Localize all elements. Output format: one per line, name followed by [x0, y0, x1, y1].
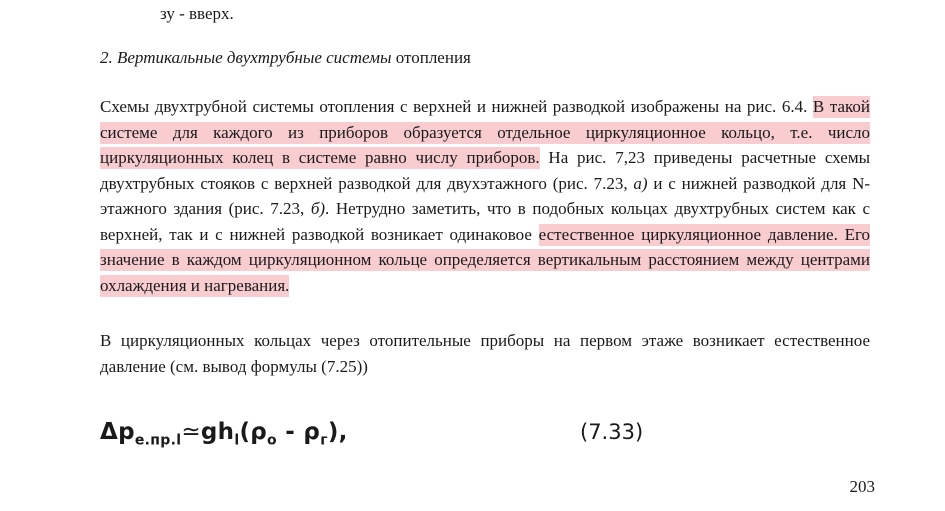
highlighted-text-2: естественное циркуляционное давление. Его значение в каждом циркуляционном кольце определяется вертикальным расстоянием между центрами охлаждения и нагревания.	[100, 224, 871, 295]
formula-expression	[100, 419, 348, 449]
figure-ref-b: б)	[310, 199, 326, 218]
formula-rhs-tail-3: ),	[327, 419, 348, 445]
paragraph-1-segment-3: На рис. 7,23 приведены расчетные схемы двухтрубных стояков с верхней разводкой для двухэтажного (рис. 7.23,	[100, 148, 870, 193]
paragraph-1	[100, 94, 870, 298]
continued-text-fragment: зу - вверх.	[160, 4, 234, 23]
paragraph-1-segment-5: и с нижней разводкой для N-этажного здания (рис. 7.23,	[100, 173, 871, 218]
section-heading	[100, 48, 870, 68]
formula-rho-g-subscript: г	[320, 432, 328, 449]
document-body	[100, 0, 870, 453]
formula-rhs-tail-2: - ρ	[276, 419, 321, 445]
formula-rhs: gh	[200, 419, 235, 445]
paragraph-1-segment-7: . Нетрудно заметить, что в подобных кольцах двухтрубных систем как с верхней, так и с нижней разводкой возникает одинаковое	[100, 199, 870, 244]
formula-row	[100, 419, 870, 453]
formula-lhs-subscript: e.пр.l	[134, 432, 182, 449]
formula-operator: ≃	[181, 419, 201, 445]
section-heading-italic: 2. Вертикальные двухтрубные системы	[100, 48, 392, 67]
section-heading-plain: отопления	[391, 48, 471, 67]
figure-ref-a: а)	[633, 173, 648, 193]
formula-number: (7.33)	[580, 420, 644, 444]
highlighted-text-1: В такой системе для каждого из приборов образуется отдельное циркуляционное кольцо, т.е. число циркуляционных колец в системе равно числу приборов.	[100, 97, 870, 167]
formula-rho-o-subscript: o	[267, 432, 277, 449]
paragraph-1-segment-1: Схемы двухтрубной системы отопления с верхней и нижней разводкой изображены на рис. 6.4.	[100, 97, 813, 116]
formula-lhs-main: Δp	[100, 419, 135, 445]
paragraph-2: В циркуляционных кольцах через отопительные приборы на первом этаже возникает естественное давление (см. вывод формулы (7.25))	[100, 331, 870, 376]
formula-rhs-tail: (ρ	[239, 419, 268, 445]
formula-rhs-subscript: l	[234, 432, 240, 449]
page-number: 203	[849, 477, 875, 496]
